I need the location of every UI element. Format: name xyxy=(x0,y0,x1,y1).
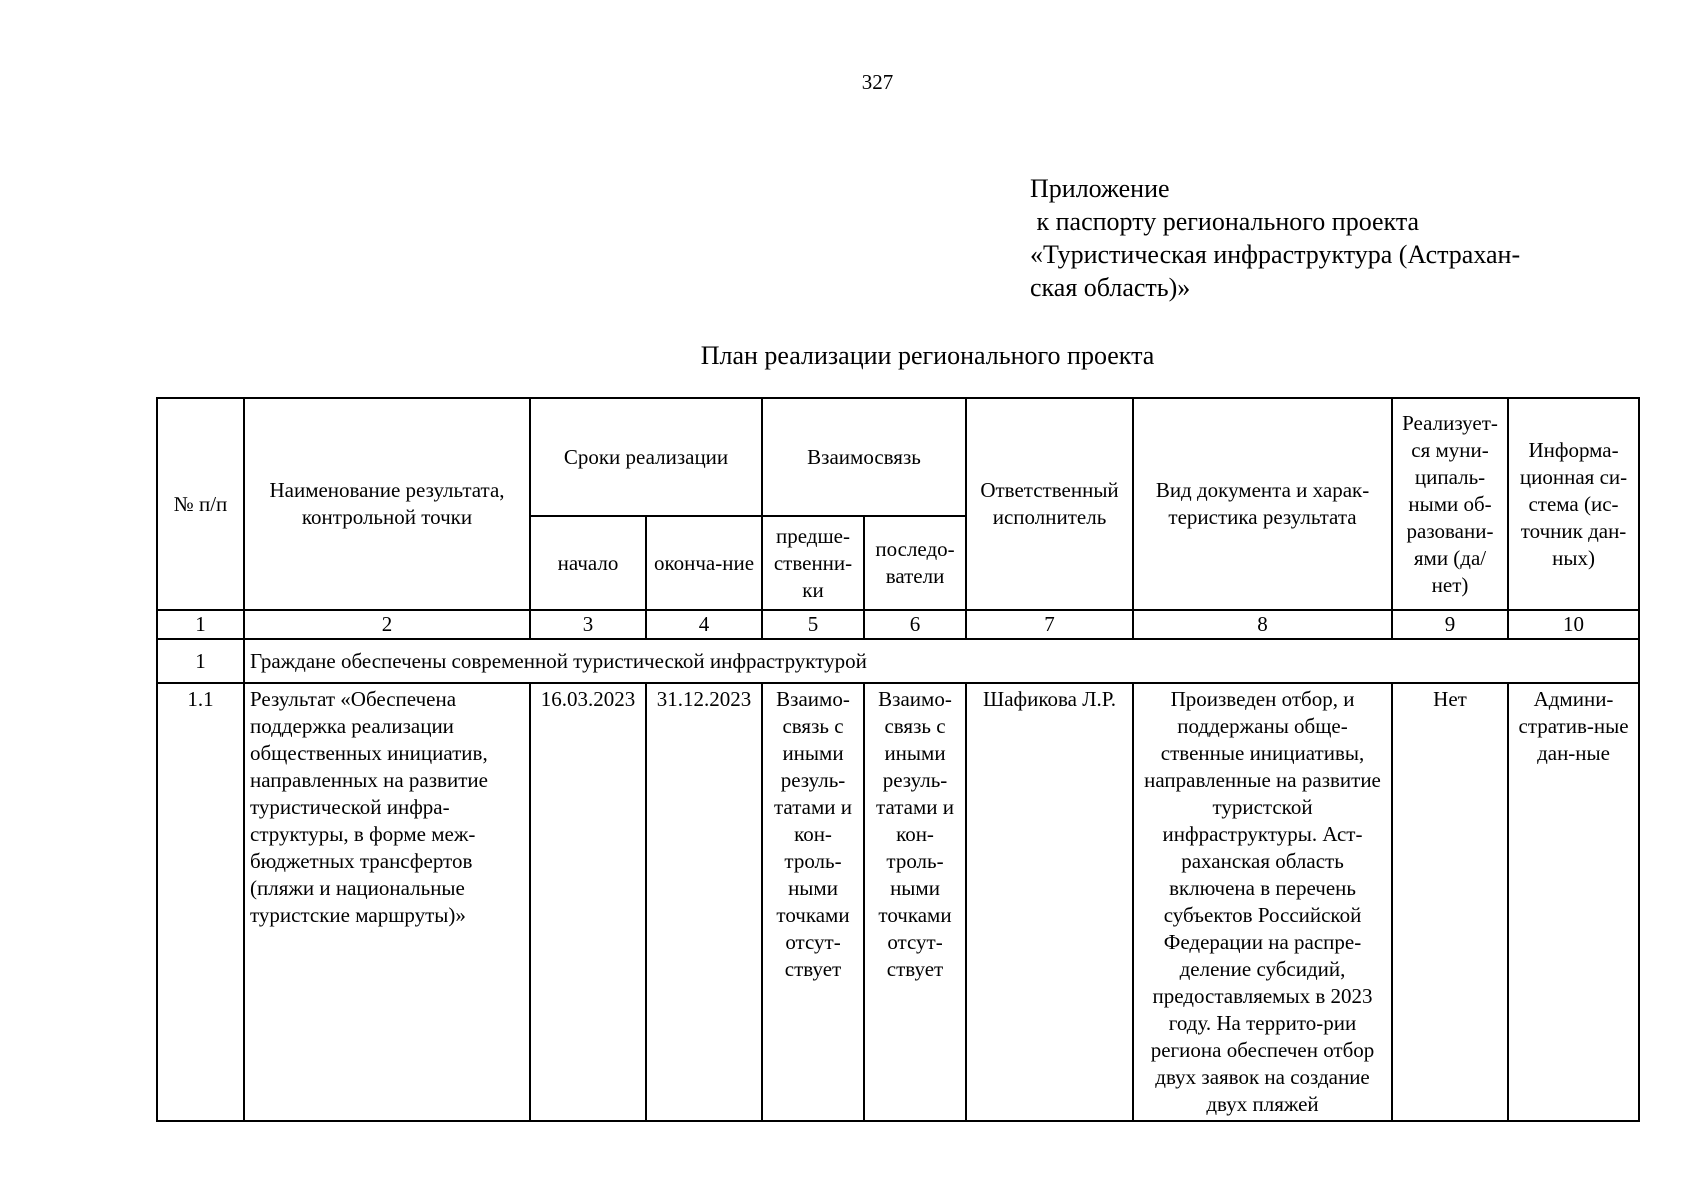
table-row xyxy=(157,639,1639,683)
appendix-line: к паспорту регионального проекта xyxy=(1030,207,1420,236)
row-start-date: 16.03.2023 xyxy=(530,683,646,1121)
header-doc-type: Вид документа и харак-теристика результата xyxy=(1133,398,1392,610)
column-number: 5 xyxy=(762,610,864,639)
column-number: 3 xyxy=(530,610,646,639)
row-name: Результат «Обеспечена поддержка реализации общественных инициатив, направленных на развитие туристической инфра-структуры, в форме меж-бюджетных трансфертов (пляжи и национальные туристские маршруты)» xyxy=(244,683,530,1121)
plan-title: План реализации регионального проекта xyxy=(700,341,1155,370)
header-link: Взаимосвязь xyxy=(762,398,966,516)
row-successors: Взаимо-связь с иными резуль-татами и кон-троль-ными точками отсут-ствует xyxy=(864,683,966,1121)
header-name: Наименование результата, контрольной точки xyxy=(244,398,530,610)
appendix-line: Приложение xyxy=(1030,174,1170,203)
header-link-next: последо-ватели xyxy=(864,516,966,610)
header-info-system: Информа-ционная си-стема (ис-точник дан-ных) xyxy=(1508,398,1639,610)
result-num: 1 xyxy=(157,639,244,683)
column-number: 10 xyxy=(1508,610,1639,639)
header-dates-start: начало xyxy=(530,516,646,610)
header-dates-end: оконча-ние xyxy=(646,516,762,610)
column-number: 6 xyxy=(864,610,966,639)
page-number: 327 xyxy=(861,70,894,94)
appendix-line: ская область)» xyxy=(1030,273,1191,302)
header-dates: Сроки реализации xyxy=(530,398,762,516)
column-number: 8 xyxy=(1133,610,1392,639)
result-text: Граждане обеспечены современной туристической инфраструктурой xyxy=(244,639,1639,683)
row-predecessors: Взаимо-связь с иными резуль-татами и кон-троль-ными точками отсут-ствует xyxy=(762,683,864,1121)
column-number: 9 xyxy=(1392,610,1508,639)
appendix-line: «Туристическая инфраструктура (Астрахан- xyxy=(1030,240,1521,269)
appendix-block xyxy=(1030,172,1590,304)
column-number: 7 xyxy=(966,610,1133,639)
plan-table xyxy=(156,397,1640,1122)
header-num: № п/п xyxy=(157,398,244,610)
row-end-date: 31.12.2023 xyxy=(646,683,762,1121)
header-responsible: Ответственный исполнитель xyxy=(966,398,1133,610)
row-municipal: Нет xyxy=(1392,683,1508,1121)
column-number: 2 xyxy=(244,610,530,639)
row-info-system: Админи-стратив-ные дан-ные xyxy=(1508,683,1639,1121)
row-num: 1.1 xyxy=(157,683,244,1121)
column-number: 1 xyxy=(157,610,244,639)
column-number: 4 xyxy=(646,610,762,639)
table-row xyxy=(157,683,1639,1121)
row-doc-type: Произведен отбор, и поддержаны обще-ственные инициативы, направленные на развитие туристской инфраструктуры. Аст-раханская область включена в перечень субъектов Российской Федерации на распре-деление субсидий, предоставляемых в 2023 году. На террито-рии региона обеспечен отбор двух заявок на создание двух пляжей xyxy=(1133,683,1392,1121)
row-responsible: Шафикова Л.Р. xyxy=(966,683,1133,1121)
header-municipal: Реализует-ся муни-ципаль-ными об-разовани-ями (да/нет) xyxy=(1392,398,1508,610)
header-link-pred: предше-ственни-ки xyxy=(762,516,864,610)
